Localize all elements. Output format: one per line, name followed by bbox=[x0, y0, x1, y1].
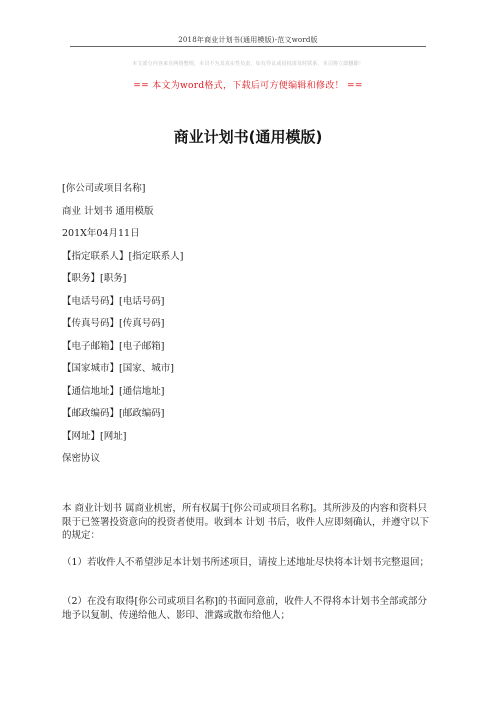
email-field: 【电子邮箱】[电子邮箱] bbox=[62, 340, 165, 352]
fax-field: 【传真号码】[传真号码] bbox=[62, 318, 165, 329]
company-name-field: [你公司或项目名称] bbox=[62, 183, 146, 194]
subtitle-field: 商业 计划书 通用模版 bbox=[62, 205, 154, 217]
website-field: 【网址】[网址] bbox=[62, 430, 127, 442]
contact-person-field: 【指定联系人】[指定联系人] bbox=[62, 250, 184, 262]
page-header-title: 2018年商业计划书(通用模版)-范文word版 bbox=[178, 36, 318, 44]
confidentiality-heading: 保密协议 bbox=[62, 453, 101, 464]
address-field: 【通信地址】[通信地址] bbox=[62, 385, 165, 397]
position-field: 【职务】[职务] bbox=[62, 273, 127, 284]
phone-field: 【电话号码】[电话号码] bbox=[62, 295, 165, 307]
date-field: 201X年04月11日 bbox=[62, 228, 140, 239]
disclaimer-text: 本文部分内容来自网络整理，本司不为其真实性负责，如有异议或侵权请及时联系，本司将立即删除！ bbox=[132, 61, 364, 67]
document-title: 商业计划书(通用模版) bbox=[173, 128, 323, 146]
clause-2-paragraph: （2）在没有取得[你公司或项目名称]的书面同意前，收件人不得将本计划书全部或部分地予以复制、传递给他人、影印、泄露或散布给他人； bbox=[62, 596, 427, 621]
header-divider bbox=[70, 46, 426, 47]
editable-notice: == 本文为word格式，下载后可方便编辑和修改！ == bbox=[133, 81, 363, 91]
postal-code-field: 【邮政编码】[邮政编码] bbox=[62, 408, 165, 419]
clause-1-paragraph: （1）若收件人不希望涉足本计划书所述项目，请按上述地址尽快将本计划书完整退回； bbox=[62, 557, 430, 568]
country-city-field: 【国家城市】[国家、城市] bbox=[62, 363, 174, 374]
cover-fields bbox=[62, 182, 432, 475]
confidentiality-paragraph: 本 商业计划书 属商业机密，所有权属于[你公司或项目名称]。其所涉及的内容和资料只限于已签署投资意向的投资者使用。收到本 计划 书后，收件人应即刻确认，并遵守以下的规定： bbox=[62, 503, 430, 542]
